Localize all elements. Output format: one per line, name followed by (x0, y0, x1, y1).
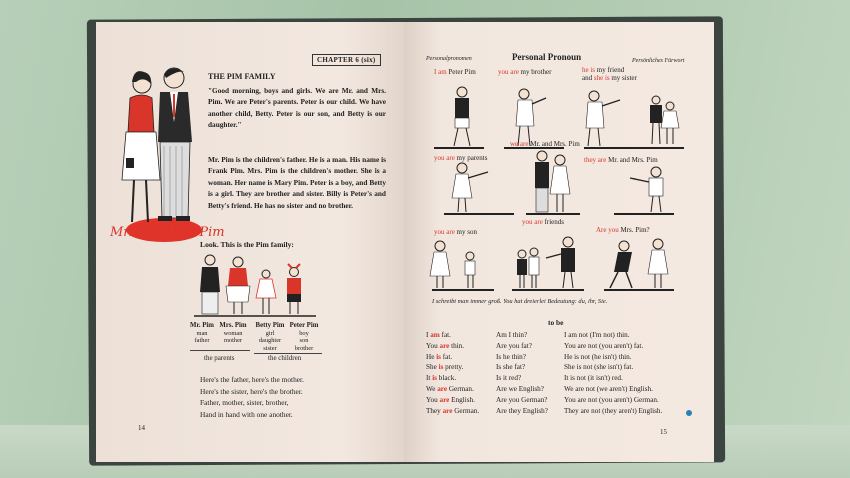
label-row2-we-are: we are Mr. and Mrs. Pim (510, 140, 580, 148)
chapter-box: CHAPTER 6 (six) (312, 54, 381, 66)
poem (200, 374, 304, 420)
mr-mrs-pim-illustration (114, 62, 204, 247)
table-row: She is pretty. (426, 363, 464, 372)
table-row: I am fat. (426, 331, 451, 339)
page-number-left: 14 (138, 424, 145, 432)
poem-line: Hand in hand with one another. (200, 409, 293, 419)
family-role: father (194, 337, 210, 345)
table-row: You are not (you aren't) fat. (564, 341, 644, 350)
label-row3-you-are-my-son: you are my son (434, 228, 477, 236)
family-col-peter-pim (287, 322, 321, 352)
poem-line: Here's the sister, here's the brother. (200, 386, 303, 396)
table-row: He is not (he isn't) thin. (564, 352, 632, 361)
table-row: He is fat. (426, 352, 453, 361)
family-name: Betty Pim (255, 322, 285, 329)
table-row: Is he thin? (496, 352, 526, 361)
family-col-mr-pim (188, 322, 216, 345)
family-name: Mrs. Pim (219, 322, 247, 329)
poem-line: Father, mother, sister, brother, (200, 398, 289, 408)
family-role: girl (265, 329, 275, 337)
table-row: You are thin. (426, 341, 465, 350)
grammar-note: I schreibt man immer groß. You hat dreierlei Bedeutung: du, ihr, Sie. (432, 298, 608, 305)
family-role: daughter (258, 337, 282, 345)
look-line: Look. This is the Pim family: (200, 240, 294, 249)
to-be-questions-col (496, 330, 548, 416)
table-row: Is she fat? (496, 363, 526, 372)
label-row1-i-am: I am Peter Pim (434, 68, 476, 76)
dialogue-paragraph: "Good morning, boys and girls. We are Mr. and Mrs. Pim. We are Peter's parents. Peter is our child. We have another child, Betty. Peter is our son, and Betty is our daughter." (208, 86, 386, 130)
family-role: mother (223, 337, 243, 345)
page-number-right: 15 (660, 428, 667, 436)
table-row: Am I thin? (496, 331, 528, 339)
family-name: Mr. Pim (190, 322, 214, 329)
caption-mr-mrs-pim: Mr. and Mrs. Pim (110, 225, 225, 240)
table-row: Are you fat? (496, 341, 532, 350)
table-row: Is it red? (496, 374, 522, 383)
table-row: They are not (they aren't) English. (564, 406, 663, 415)
table-row: She is not (she isn't) fat. (564, 363, 634, 372)
label-row3-you-are-friends: you are friends (522, 218, 564, 226)
family-col-mrs-pim (219, 322, 247, 345)
family-role: brother (294, 344, 314, 352)
family-role: son (299, 337, 309, 345)
pronoun-row2-illustration (434, 148, 684, 218)
family-role: woman (223, 329, 243, 337)
poem-line: Here's the father, here's the mother. (200, 375, 304, 384)
table-row: Are we English? (496, 384, 544, 393)
family-name: Peter Pim (289, 322, 319, 329)
group-children: the children (268, 354, 302, 362)
label-row3-are-you: Are you Mrs. Pim? (596, 226, 650, 234)
family-role: boy (299, 329, 309, 337)
to-be-affirmative-col (426, 330, 479, 416)
table-row: It is not (it isn't) red. (564, 374, 623, 383)
table-row: We are German. (426, 384, 474, 393)
to-be-negatives-col (564, 330, 662, 416)
family-col-betty-pim (253, 322, 287, 352)
ink-spot (686, 410, 692, 416)
pronoun-row3-illustration (428, 232, 688, 294)
label-persoenliches-fuerwort: Persönliches Fürwort (632, 58, 685, 64)
parents-rule (190, 350, 250, 351)
group-parents: the parents (204, 354, 235, 362)
table-row: Are you German? (496, 395, 548, 404)
left-page (96, 22, 404, 462)
family-role: man (196, 329, 208, 337)
table-row: You are English. (426, 395, 475, 404)
to-be-heading: to be (548, 318, 564, 327)
label-row2-you-are: you are my parents (434, 154, 488, 162)
table-row: We are not (we aren't) English. (564, 384, 653, 393)
table-row: Are they English? (496, 406, 548, 415)
page-title-pim-family: THE PIM FAMILY (208, 72, 276, 81)
page-title-personal-pronoun: Personal Pronoun (512, 52, 582, 62)
pim-family-illustration (190, 252, 320, 320)
label-row1-he-she: he is my friend and she is my sister (582, 66, 637, 82)
table-row: You are not (you aren't) German. (564, 395, 659, 404)
table-row: They are German. (426, 406, 480, 415)
family-role: sister (263, 344, 277, 352)
narrative-paragraph: Mr. Pim is the children's father. He is a man. His name is Frank Pim. Mrs. Pim is the children's mother. She is a woman. Her name is Mary Pim. Peter is a boy, and Betty is a girl. They are brother and sister. Billy is Peter's and Betty's friend. He has no sister and no brother. (208, 155, 386, 210)
table-row: I am not (I'm not) thin. (564, 331, 630, 339)
table-row: It is black. (426, 374, 457, 383)
label-row1-you-are: you are my brother (498, 68, 552, 76)
label-personalpronomen: Personalpronomen (426, 56, 472, 62)
right-page (404, 22, 714, 462)
label-row2-they-are: they are Mr. and Mrs. Pim (584, 156, 658, 164)
